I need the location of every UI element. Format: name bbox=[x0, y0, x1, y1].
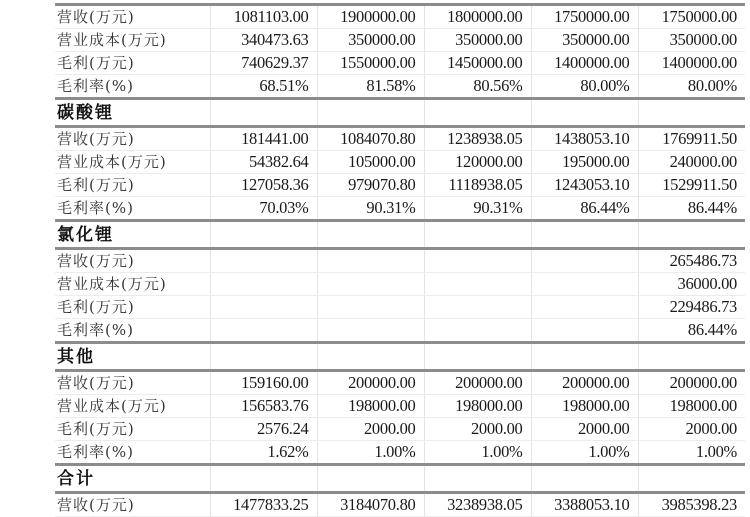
value-cell: 159160.00 bbox=[210, 371, 317, 395]
value-cell: 198000.00 bbox=[638, 395, 745, 418]
value-cell bbox=[424, 273, 531, 296]
section-title: 碳酸锂 bbox=[55, 99, 210, 127]
value-cell bbox=[210, 249, 317, 273]
value-cell: 2576.24 bbox=[210, 418, 317, 441]
value-cell bbox=[424, 319, 531, 343]
value-cell: 80.56% bbox=[424, 75, 531, 99]
row-label: 营收(万元) bbox=[55, 127, 210, 151]
value-cell: 54382.64 bbox=[210, 151, 317, 174]
value-cell: 1438053.10 bbox=[531, 127, 638, 151]
value-cell: 1529911.50 bbox=[638, 174, 745, 197]
table-row bbox=[55, 29, 745, 52]
value-cell: 3238938.05 bbox=[424, 493, 531, 517]
empty-cell bbox=[531, 99, 638, 127]
empty-cell bbox=[531, 221, 638, 249]
value-cell: 80.00% bbox=[531, 75, 638, 99]
value-cell: 1118938.05 bbox=[424, 174, 531, 197]
row-label: 营收(万元) bbox=[55, 249, 210, 273]
value-cell bbox=[317, 319, 424, 343]
row-label: 毛利率(%) bbox=[55, 441, 210, 465]
row-label: 毛利(万元) bbox=[55, 52, 210, 75]
row-label: 毛利率(%) bbox=[55, 197, 210, 221]
section-header-row bbox=[55, 221, 745, 249]
value-cell: 340473.63 bbox=[210, 29, 317, 52]
empty-cell bbox=[531, 465, 638, 493]
row-label: 营业成本(万元) bbox=[55, 273, 210, 296]
financial-table-body bbox=[55, 5, 745, 517]
table-row bbox=[55, 296, 745, 319]
empty-cell bbox=[210, 221, 317, 249]
value-cell: 3388053.10 bbox=[531, 493, 638, 517]
value-cell: 1081103.00 bbox=[210, 5, 317, 29]
value-cell bbox=[210, 319, 317, 343]
value-cell: 350000.00 bbox=[531, 29, 638, 52]
table-row bbox=[55, 395, 745, 418]
value-cell: 2000.00 bbox=[424, 418, 531, 441]
value-cell bbox=[531, 249, 638, 273]
value-cell bbox=[210, 273, 317, 296]
empty-cell bbox=[638, 221, 745, 249]
row-label: 营收(万元) bbox=[55, 493, 210, 517]
table-row bbox=[55, 151, 745, 174]
value-cell: 1550000.00 bbox=[317, 52, 424, 75]
value-cell bbox=[210, 296, 317, 319]
value-cell: 198000.00 bbox=[531, 395, 638, 418]
value-cell bbox=[531, 296, 638, 319]
row-label: 毛利率(%) bbox=[55, 75, 210, 99]
empty-cell bbox=[210, 99, 317, 127]
value-cell: 86.44% bbox=[638, 197, 745, 221]
row-label: 营业成本(万元) bbox=[55, 395, 210, 418]
empty-cell bbox=[638, 343, 745, 371]
empty-cell bbox=[317, 343, 424, 371]
empty-cell bbox=[317, 221, 424, 249]
empty-cell bbox=[317, 465, 424, 493]
empty-cell bbox=[424, 343, 531, 371]
value-cell: 127058.36 bbox=[210, 174, 317, 197]
financial-table bbox=[55, 3, 745, 517]
empty-cell bbox=[424, 221, 531, 249]
table-row bbox=[55, 75, 745, 99]
empty-cell bbox=[531, 343, 638, 371]
value-cell: 3184070.80 bbox=[317, 493, 424, 517]
value-cell: 265486.73 bbox=[638, 249, 745, 273]
value-cell: 740629.37 bbox=[210, 52, 317, 75]
value-cell: 1769911.50 bbox=[638, 127, 745, 151]
value-cell: 1243053.10 bbox=[531, 174, 638, 197]
table-row bbox=[55, 418, 745, 441]
value-cell bbox=[317, 249, 424, 273]
value-cell: 1450000.00 bbox=[424, 52, 531, 75]
value-cell: 90.31% bbox=[424, 197, 531, 221]
value-cell: 1084070.80 bbox=[317, 127, 424, 151]
section-title: 其他 bbox=[55, 343, 210, 371]
value-cell: 70.03% bbox=[210, 197, 317, 221]
table-row bbox=[55, 197, 745, 221]
row-label: 毛利(万元) bbox=[55, 174, 210, 197]
empty-cell bbox=[317, 99, 424, 127]
row-label: 营业成本(万元) bbox=[55, 151, 210, 174]
row-label: 营收(万元) bbox=[55, 5, 210, 29]
section-header-row bbox=[55, 99, 745, 127]
value-cell: 229486.73 bbox=[638, 296, 745, 319]
section-header-row bbox=[55, 343, 745, 371]
row-label: 营业成本(万元) bbox=[55, 29, 210, 52]
value-cell: 240000.00 bbox=[638, 151, 745, 174]
value-cell: 80.00% bbox=[638, 75, 745, 99]
value-cell: 200000.00 bbox=[638, 371, 745, 395]
value-cell bbox=[317, 296, 424, 319]
table-row bbox=[55, 273, 745, 296]
value-cell: 1.62% bbox=[210, 441, 317, 465]
value-cell: 1.00% bbox=[638, 441, 745, 465]
value-cell: 1400000.00 bbox=[638, 52, 745, 75]
value-cell: 350000.00 bbox=[424, 29, 531, 52]
value-cell: 200000.00 bbox=[531, 371, 638, 395]
value-cell: 1750000.00 bbox=[638, 5, 745, 29]
row-label: 营收(万元) bbox=[55, 371, 210, 395]
table-row bbox=[55, 441, 745, 465]
table-row bbox=[55, 174, 745, 197]
value-cell: 1.00% bbox=[424, 441, 531, 465]
empty-cell bbox=[424, 465, 531, 493]
value-cell: 2000.00 bbox=[317, 418, 424, 441]
value-cell: 1238938.05 bbox=[424, 127, 531, 151]
section-title: 合计 bbox=[55, 465, 210, 493]
table-row bbox=[55, 493, 745, 517]
value-cell: 86.44% bbox=[531, 197, 638, 221]
value-cell bbox=[531, 319, 638, 343]
value-cell: 81.58% bbox=[317, 75, 424, 99]
row-label: 毛利(万元) bbox=[55, 296, 210, 319]
value-cell: 1.00% bbox=[317, 441, 424, 465]
value-cell: 1750000.00 bbox=[531, 5, 638, 29]
value-cell: 1.00% bbox=[531, 441, 638, 465]
table-row bbox=[55, 319, 745, 343]
row-label: 毛利(万元) bbox=[55, 418, 210, 441]
value-cell: 36000.00 bbox=[638, 273, 745, 296]
value-cell: 105000.00 bbox=[317, 151, 424, 174]
value-cell: 90.31% bbox=[317, 197, 424, 221]
value-cell bbox=[424, 296, 531, 319]
value-cell: 68.51% bbox=[210, 75, 317, 99]
value-cell: 350000.00 bbox=[638, 29, 745, 52]
value-cell: 198000.00 bbox=[424, 395, 531, 418]
table-row bbox=[55, 249, 745, 273]
value-cell bbox=[531, 273, 638, 296]
table-row bbox=[55, 52, 745, 75]
empty-cell bbox=[638, 99, 745, 127]
value-cell: 2000.00 bbox=[531, 418, 638, 441]
value-cell bbox=[424, 249, 531, 273]
empty-cell bbox=[424, 99, 531, 127]
empty-cell bbox=[638, 465, 745, 493]
value-cell: 350000.00 bbox=[317, 29, 424, 52]
value-cell: 3985398.23 bbox=[638, 493, 745, 517]
value-cell: 200000.00 bbox=[317, 371, 424, 395]
value-cell: 86.44% bbox=[638, 319, 745, 343]
value-cell: 979070.80 bbox=[317, 174, 424, 197]
value-cell: 195000.00 bbox=[531, 151, 638, 174]
value-cell: 120000.00 bbox=[424, 151, 531, 174]
value-cell: 198000.00 bbox=[317, 395, 424, 418]
empty-cell bbox=[210, 343, 317, 371]
value-cell: 200000.00 bbox=[424, 371, 531, 395]
value-cell: 181441.00 bbox=[210, 127, 317, 151]
table-row bbox=[55, 5, 745, 29]
value-cell bbox=[317, 273, 424, 296]
value-cell: 1400000.00 bbox=[531, 52, 638, 75]
value-cell: 1477833.25 bbox=[210, 493, 317, 517]
value-cell: 2000.00 bbox=[638, 418, 745, 441]
section-title: 氯化锂 bbox=[55, 221, 210, 249]
row-label: 毛利率(%) bbox=[55, 319, 210, 343]
value-cell: 1800000.00 bbox=[424, 5, 531, 29]
table-row bbox=[55, 127, 745, 151]
empty-cell bbox=[210, 465, 317, 493]
table-row bbox=[55, 371, 745, 395]
section-header-row bbox=[55, 465, 745, 493]
value-cell: 1900000.00 bbox=[317, 5, 424, 29]
value-cell: 156583.76 bbox=[210, 395, 317, 418]
